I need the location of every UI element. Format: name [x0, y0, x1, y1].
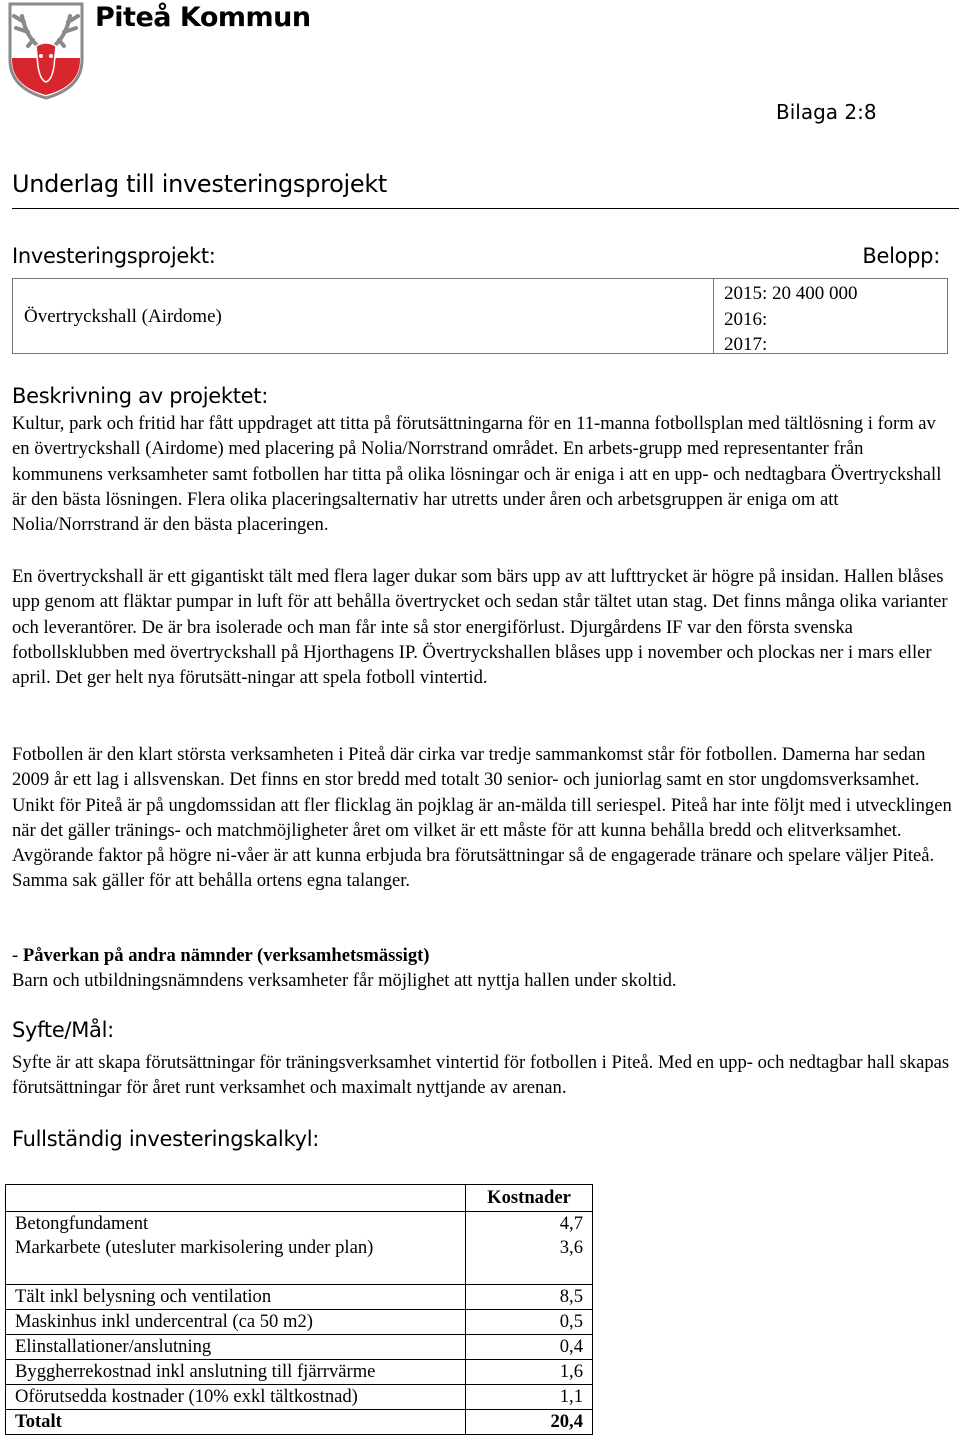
title-divider — [12, 208, 959, 209]
project-name: Övertryckshall (Airdome) — [24, 306, 222, 327]
description-paragraph: Fotbollen är den klart största verksamheten i Piteå där cirka var tredje sammankomst står för fotbollen. Damerna har sedan 2009 år ett lag i allsvenskan. Det finns en stor bredd med totalt 30 senior- och juniorlag samt en stor ungdomsverksamhet. Unikt för Piteå är på ungdomssidan att fler flicklag än pojklag är an-mälda till seriespel. Piteå har inte följt med i utvecklingen när det gäller tränings- och matchmöjligheter året om vilket är ett måste för att kunna behålla bredd och elitverksamhet. Avgörande faktor på högre ni-våer är att kunna erbjuda bra förutsättningar så de engagerade tränare och spelare väljer Piteå. Samma sak gäller för att behålla ortens egna talanger. — [12, 744, 952, 892]
table-cell — [466, 1260, 593, 1285]
calculation-heading: Fullständig investeringskalkyl: — [12, 1127, 320, 1151]
impact-section — [12, 943, 958, 994]
amount-heading: Belopp: — [862, 244, 940, 268]
cost-label: Byggherrekostnad inkl anslutning till fjärrvärme — [6, 1360, 466, 1385]
table-row — [6, 1385, 593, 1410]
table-row — [6, 1335, 593, 1360]
impact-prefix: - — [12, 945, 23, 966]
table-header-row — [6, 1185, 593, 1212]
table-row — [6, 1285, 593, 1310]
cost-value: 0,4 — [466, 1335, 593, 1360]
table-cell — [6, 1260, 466, 1285]
organization-name: Piteå Kommun — [95, 2, 311, 33]
total-value: 20,4 — [466, 1410, 593, 1435]
cost-value: 4,7 — [466, 1212, 593, 1237]
cost-label: Oförutsedda kostnader (10% exkl tältkostnad) — [6, 1385, 466, 1410]
cost-label: Maskinhus inkl undercentral (ca 50 m2) — [6, 1310, 466, 1335]
cost-table — [5, 1184, 593, 1435]
impact-label: Påverkan på andra nämnder (verksamhetsmässigt) — [22, 945, 430, 966]
attachment-number: Bilaga 2:8 — [776, 100, 877, 124]
cost-value: 3,6 — [466, 1236, 593, 1260]
table-total-row — [6, 1410, 593, 1435]
cost-label: Betongfundament — [6, 1212, 466, 1237]
cost-label: Tält inkl belysning och ventilation — [6, 1285, 466, 1310]
description-paragraph: Kultur, park och fritid har fått uppdraget att titta på förutsättningarna för en 11-manna fotbollsplan med tältlösning i form av en övertryckshall (Airdome) med placering på Nolia/Norrstrand området. En arbets-grupp med representanter från kommunens verksamheter samt fotbollen har titta på olika lösningar och är eniga i att en upp- och nedtagbara Övertryckshall är den bästa lösningen. Flera olika placeringsalternativ har utretts under åren och arbetsgruppen är eniga om att Nolia/Norrstrand är den bästa placeringen. — [12, 413, 942, 536]
municipality-coat-of-arms-logo — [8, 2, 84, 100]
total-label: Totalt — [6, 1410, 466, 1435]
impact-title — [12, 943, 958, 968]
description-heading: Beskrivning av projektet: — [12, 384, 268, 408]
project-box-divider — [713, 278, 714, 354]
project-heading: Investeringsprojekt: — [12, 244, 216, 268]
amount-list — [724, 281, 858, 358]
cost-column-header: Kostnader — [466, 1185, 593, 1212]
amount-line: 2016: — [724, 308, 768, 330]
cost-label: Elinstallationer/anslutning — [6, 1335, 466, 1360]
goal-text: Syfte är att skapa förutsättningar för träningsverksamhet vintertid för fotbollen i Piteå. Med en upp- och nedtagbar hall skapas förutsättningar för året runt verksamhet och maximalt nyttjande av arenan. — [12, 1052, 950, 1099]
table-row — [6, 1310, 593, 1335]
amount-line: 2015: 20 400 000 — [724, 283, 858, 304]
table-spacer-row — [6, 1260, 593, 1285]
cost-value: 8,5 — [466, 1285, 593, 1310]
impact-text: Barn och utbildningsnämndens verksamheter får möjlighet att nyttja hallen under skoltid. — [12, 970, 677, 992]
cost-value: 1,1 — [466, 1385, 593, 1410]
document-title: Underlag till investeringsprojekt — [12, 170, 388, 198]
table-row — [6, 1236, 593, 1260]
table-row — [6, 1360, 593, 1385]
cost-value: 1,6 — [466, 1360, 593, 1385]
amount-line: 2017: — [724, 334, 768, 355]
cost-value: 0,5 — [466, 1310, 593, 1335]
table-row — [6, 1212, 593, 1237]
cost-label: Markarbete (utesluter markisolering under plan) — [6, 1236, 466, 1260]
goal-heading: Syfte/Mål: — [12, 1018, 114, 1042]
description-paragraph: En övertryckshall är ett gigantiskt tält med flera lager dukar som bärs upp av att lufttrycket är högre på insidan. Hallen blåses upp genom att fläktar pumpar in luft för att behålla övertrycket och sedan står tältet utan stag. Det finns många olika varianter och leverantörer. De är bra isolerade och man får inte så stor energiförlust. Djurgårdens IF var den första svenska fotbollsklubben med övertryckshall på Hjorthagens IP. Övertryckshallen blåses upp i november och plockas ner i mars eller april. Det ger helt nya förutsätt-ningar att spela fotboll vintertid. — [12, 566, 948, 689]
table-cell — [6, 1185, 466, 1212]
